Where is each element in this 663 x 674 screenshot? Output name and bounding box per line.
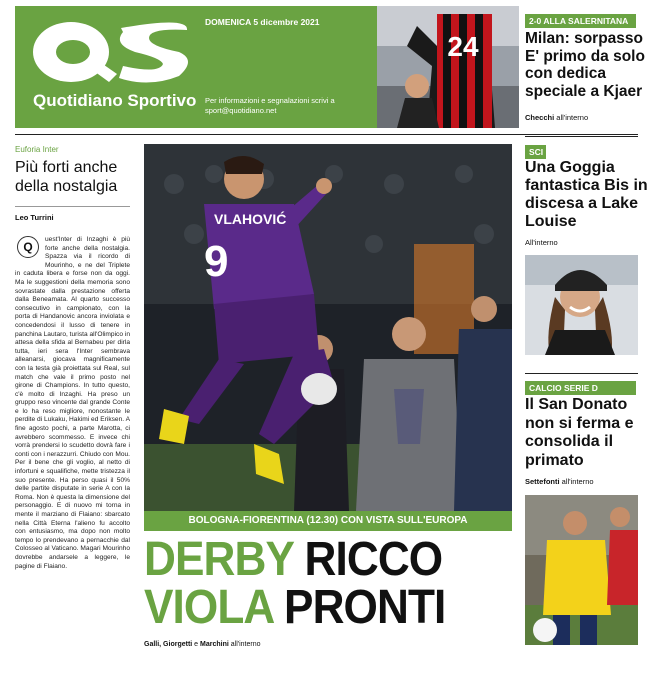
top-divider (15, 134, 638, 135)
milan-headline[interactable]: Milan: sorpasso E' primo da solo con dedica speciale a Kjaer (525, 30, 645, 100)
milan-credit: Checchi all'interno (525, 113, 589, 122)
caption-bar: BOLOGNA-FIORENTINA (12.30) CON VISTA SULL'EUROPA (144, 511, 512, 531)
goggia-headline[interactable]: Una Goggia fantastica Bis in discesa a Lake Louise (525, 159, 648, 230)
tagline: Quotidiano Sportivo (33, 91, 197, 110)
fiorentina-celebration-photo (144, 144, 512, 511)
goggia-photo (525, 255, 638, 355)
goggia-credit: All'interno (525, 238, 558, 247)
divider (15, 206, 130, 207)
main-headline[interactable]: DERBY RICCO VIOLA PRONTI (144, 533, 446, 634)
milan-player-photo (377, 6, 519, 128)
divider (525, 373, 638, 374)
sci-kicker: SCI (525, 145, 546, 159)
calcio-kicker: CALCIO SERIE D (525, 381, 636, 395)
masthead (15, 6, 519, 128)
jersey-number: 9 (204, 237, 229, 286)
jersey-name: VLAHOVIĆ (214, 211, 287, 227)
back-jersey-number: 24 (447, 31, 479, 62)
contact-email[interactable]: sport@quotidiano.net (205, 106, 277, 115)
san-donato-credit: Settefonti all'interno (525, 477, 594, 486)
inter-kicker: Euforia Inter (15, 145, 59, 154)
divider (525, 136, 638, 137)
milan-kicker: 2-0 ALLA SALERNITANA (525, 14, 636, 28)
issue-date: DOMENICA 5 dicembre 2021 (205, 17, 320, 27)
qs-logo[interactable] (29, 16, 194, 88)
main-authors: Galli, Giorgetti e Marchini all'interno (144, 641, 261, 648)
san-donato-photo (525, 495, 638, 645)
san-donato-headline[interactable]: Il San Donato non si ferma e consolida il primato (525, 396, 634, 469)
dropcap: Q (17, 236, 39, 258)
inter-author: Leo Turrini (15, 213, 54, 222)
inter-headline[interactable]: Più forti anche della nostalgia (15, 159, 118, 195)
inter-body: uest'Inter di Inzaghi è più forte anche della nostalgia. Spazza via il ricordo di Mourinho, e ne del Triplete in caduta libera e forse non da oggi. Ma le suggestioni della memoria sono sovrastate dalla prestazione offerta dalla Beneamata. Al quarto successo consecutivo in campionato, con la porta di Handanovic ancora inviolata e concedendosi il lusso di tenere in panchina Lautaro, turista all'Olimpico in attesa della sfida al Bernabeu per dirla tutta, ieri sera l'Inter sembrava alleanarsi, giocava magnificamente con la testa già proiettata sul Real, sul match che vale il primo posto nel girone di Champions. In tutto questo, c'è molto di Inzaghi. Ha preso un gruppo reso vincente dal grande Conte e lo ha reso migliore, nonostante le perdite di Lukaku, Hakimi ed Eriksen. A fine agosto pochi, a parte Marotta, ci avrebbero scommesso. E invece chi vorrà prendersi lo scudetto dovrà fare i conti con i nerazzurri. Chiudo con Mou. Per il bene che gli voglio, al netto di infortuni e squalifiche, mette tristezza il suo presente. Ha perso quasi il 50% delle partite disputate in serie A con la Roma. Non è questa la dimensione del personaggio. E di nuovo mi torna in mente il marziano di Flaiano: sbarcato nella Città Eterna l'alieno fu accolto con entusiasmo, ma dopo non molto tempo lo prendevano a pernacchie dal Colosseo al Vaticano. Magari Mourinho dovrebbe andarsele a leggere, le pagine di Flaiano. (15, 236, 130, 570)
contact-text: Per informazioni e segnalazioni scrivi a (205, 96, 335, 105)
